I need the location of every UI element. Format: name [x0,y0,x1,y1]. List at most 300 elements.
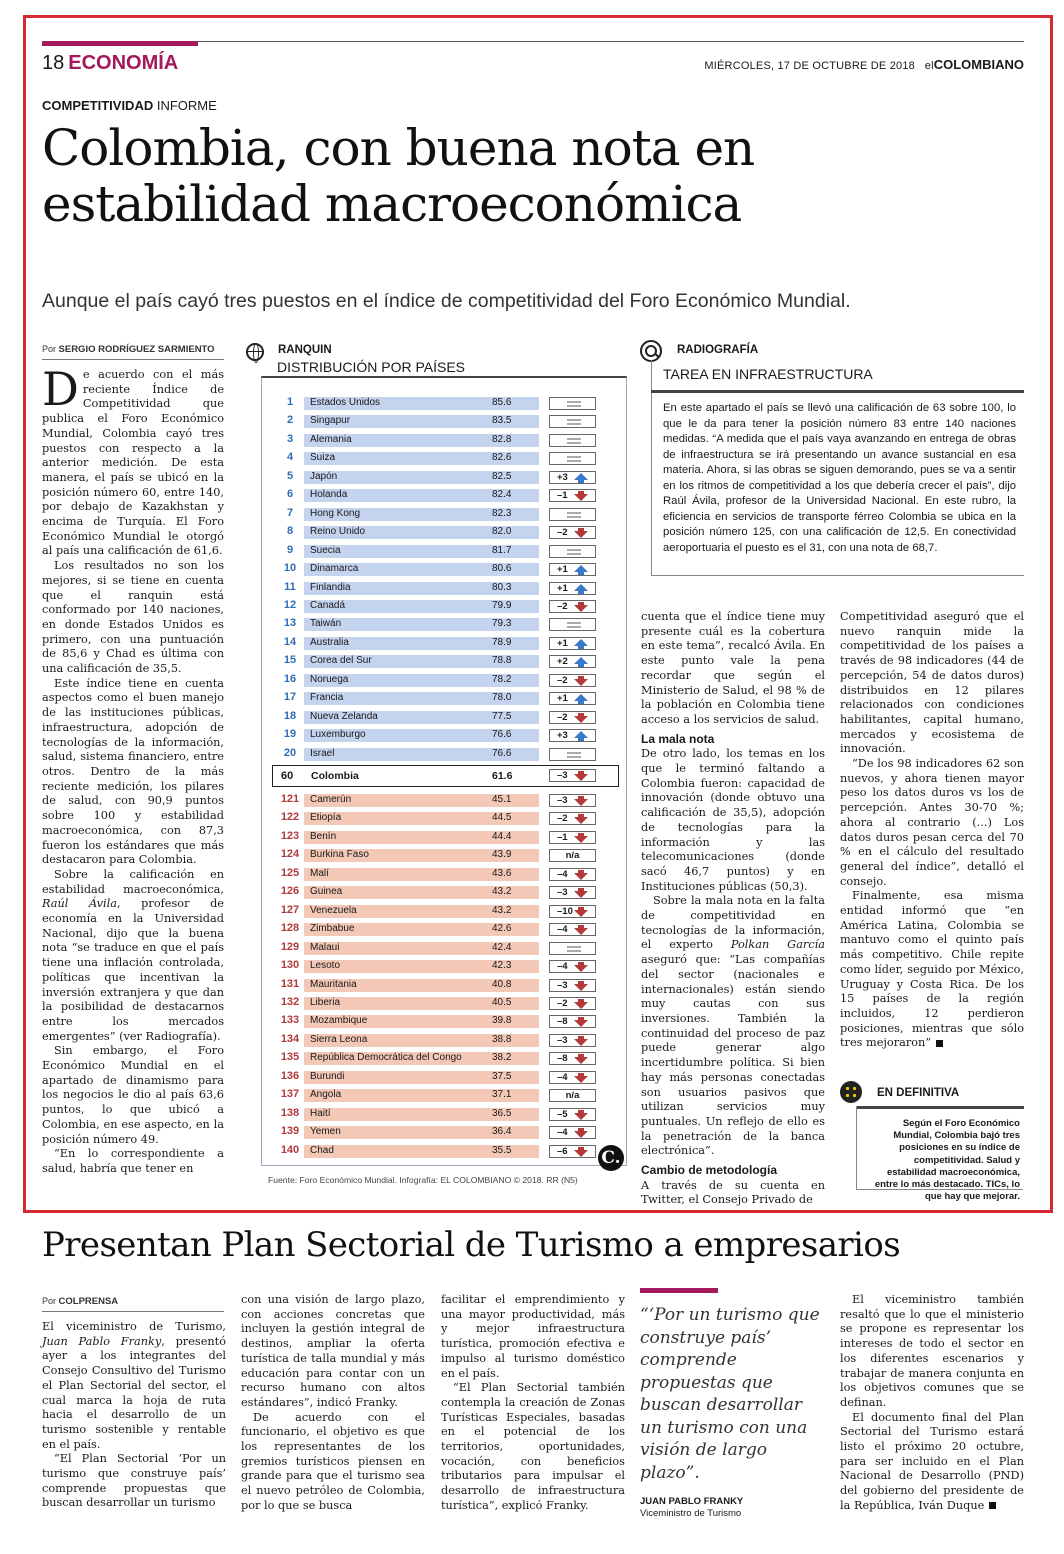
position-change [549,692,596,705]
ranking-row [280,747,610,762]
paragraph: “El Plan Sectorial ‘Por un turismo que construye país’ comprende propuestas que buscan desarrollar un turismo [42,1452,226,1510]
country-name: Venezuela [310,904,357,916]
position-change [549,849,596,862]
score: 82.3 [492,507,512,519]
change-value: –2 [557,600,568,612]
position-change [549,489,596,502]
arrow-down-icon [574,928,588,935]
score: 83.5 [492,415,512,427]
paragraph-text: aseguró que: “Las compañías del sector (nacionales e internacionales) están siendo muy cautas con sus inversiones. También la continuidad del proceso de paz puede generar algo incertidumbre política. Si bien hay más personas conectadas son usuarios pasivos que utilizan servicios muy puntuales. Un reflejo de ello es la penetración de la banca electrónica”. [641,953,825,1158]
magnifier-icon [640,340,662,362]
ranking-row [280,904,610,919]
ranking-row [280,1088,610,1103]
arrow-down-icon [574,836,588,843]
position-change [549,1034,596,1047]
quote-author: JUAN PABLO FRANKY [640,1496,744,1507]
paragraph: cuenta que el índice tiene muy presente cuál es la cobertura en este tema”, recalcó Ávila. En este punto vale la pena recordar que según el Ministerio de Salud, el 98 % de la población en Colombia tiene acceso a los servicios de salud. [641,610,825,726]
header-rule [198,41,1024,42]
position-change [549,868,596,881]
position-change [549,812,596,825]
arrow-down-icon [574,891,588,898]
country-name: Mozambique [310,1015,368,1027]
score: 76.6 [492,747,512,759]
country-name: Holanda [310,489,348,501]
paragraph-text: Sobre la mala nota en la falta de competitividad en tecnologías de la información, el experto [641,894,825,952]
ranking-row [280,710,610,725]
position-change [549,1052,596,1065]
rank-number: 138 [280,1106,300,1119]
paragraph: “De los 98 indicadores 62 son nuevos, y ahora tienen mayor peso los datos duros vs los de percepción. Antes 30-70 %; ahora al contrario (...) Los datos duros pesan cerca del 70 % en el cálculo del resultado general del índice”, detalló el consejo. [840,757,1024,888]
paragraph: A través de su cuenta en Twitter, el Consejo Privado de [641,1178,825,1207]
country-name: Yemen [310,1126,341,1138]
headline-2: Presentan Plan Sectorial de Turismo a empresarios [42,1225,901,1265]
country-name: Zimbabue [310,923,355,935]
ranking-row [280,1125,610,1140]
score: 39.8 [492,1015,512,1027]
ranking-row [280,1033,610,1048]
rank-number: 140 [280,1143,300,1156]
change-value: –4 [557,1071,568,1083]
score: 43.6 [492,867,512,879]
byline-rule [42,1311,224,1312]
score: 85.6 [492,397,512,408]
ranking-row [280,470,610,485]
arrow-down-icon [574,679,588,686]
ranking-row [280,581,610,596]
change-value: –2 [557,711,568,723]
rank-number: 5 [286,469,294,482]
pull-quote: “‘Por un turismo que construye país’ comprende propuestas que buscan desarrollar un turismo con una visión de largo plazo”. [640,1305,820,1483]
ranking-row [280,793,610,808]
country-name: Liberia [310,996,341,1008]
arrow-down-icon [574,1150,588,1157]
radiografia-label: RADIOGRAFÍA [677,344,759,356]
position-change [549,769,596,782]
ranking-row [280,941,610,956]
byline [42,344,215,355]
ranking-row [280,848,610,863]
change-value: +2 [557,656,568,668]
article2-column-1 [42,1320,226,1511]
change-value: –3 [557,795,568,806]
position-change [549,1145,596,1158]
country-name: Chad [310,1144,334,1156]
position-change [549,1071,596,1084]
arrow-up-icon [574,657,588,664]
rank-number: 60 [281,770,294,782]
score: 76.6 [492,729,512,741]
country-name: Estados Unidos [310,397,381,408]
paragraph: “En lo correspondiente a salud, habría que tener en [42,1147,224,1175]
arrow-down-icon [574,1039,588,1046]
ranking-row [280,617,610,632]
position-change [549,471,596,484]
paragraph: Competitividad aseguró que el nuevo ranquin mide la competitividad de los países a través de 98 indicadores (44 de percepción, 54 de datos duros) distribuidos en 12 pilares relacionados con condiciones habilitantes, capital humano, mercados y ecosistema de innovación. [840,610,1024,756]
score: 80.6 [492,563,512,575]
ranking-row [280,636,610,651]
position-change [549,563,596,576]
rank-number: 13 [283,617,297,630]
country-name: Taiwán [310,618,342,630]
position-change [549,1126,596,1139]
position-change [549,997,596,1010]
paragraph [840,889,1024,1051]
position-change [549,618,596,631]
paragraph: De acuerdo con el funcionario, el objetivo es que los representantes de los gremios turísticos piensen en grande para que el turismo sea el nuevo petróleo de Colombia, por lo que se busca [241,1410,425,1512]
ranking-row [280,811,610,826]
paragraph: Este índice tiene en cuenta aspectos como el buen manejo de las instituciones públicas, infraestructura, adopción de tecnologías de la información, salud, sistema financiero, entre otros. Dentro de la más reciente medición, los pilares de salud, con 90,9 puntos sobre 100 y estabilidad macroeconómica, con 87,3 fueron los estándares que más destacaron para Colombia. [42,676,224,867]
ranking-row [280,562,610,577]
radiografia-rule [651,390,1024,393]
arrow-down-icon [574,1131,588,1138]
score: 40.5 [492,996,512,1008]
arrow-up-icon [574,639,588,646]
position-change [549,1108,596,1121]
rank-number: 132 [280,995,300,1008]
byline-2 [42,1296,118,1307]
country-name: Haití [310,1107,331,1119]
page-header [42,52,178,75]
country-name: Camerún [310,794,352,805]
position-change [549,1015,596,1028]
change-value: –1 [557,490,568,502]
arrow-up-icon [574,584,588,591]
kicker-type: INFORME [153,98,217,113]
paragraph-text: El viceministro de Turismo, [42,1320,226,1333]
ranking-label: RANQUIN [278,344,332,356]
drop-cap: D [42,362,79,416]
rank-number: 15 [283,654,297,667]
rank-number: 128 [280,922,300,935]
author-name: COLPRENSA [58,1296,119,1307]
country-name: Suiza [310,452,336,464]
ranking-row [280,885,610,900]
rank-number: 18 [283,709,297,722]
country-name: Nueva Zelanda [310,710,378,722]
end-mark [989,1502,996,1509]
brand-prefix: el [924,60,934,72]
position-change [549,1089,596,1102]
rank-number: 19 [283,728,297,741]
score: 36.4 [492,1126,512,1138]
rank-number: 123 [280,829,300,842]
score: 45.1 [492,794,512,805]
paragraph-text: , profesor de economía en la Universidad Nacional, dijo que la buena nota “se traduce en que el país tiene una inflación controlada, políticas que incentivan la inversión extranjera y que dan la posibilidad de destacarnos entre los mercados emergentes” (ver Radiografía). [42,897,224,1043]
article2-column-3 [441,1293,625,1514]
score: 43.2 [492,904,512,916]
score: 43.2 [492,886,512,898]
position-change [549,434,596,447]
country-name: Sierra Leona [310,1033,368,1045]
change-value: –8 [557,1053,568,1065]
country-name: Corea del Sur [310,655,372,667]
rank-number: 6 [286,488,294,501]
rank-number: 3 [286,432,294,445]
paragraph [840,1411,1024,1514]
headline-line-1: Colombia, con buena nota en [42,119,755,177]
score: 38.2 [492,1052,512,1064]
ranking-row [280,978,610,993]
change-value: –2 [557,527,568,539]
change-value: n/a [565,850,580,862]
rank-number: 4 [286,451,294,464]
paragraph-text: , presentó ayer a los integrantes del Consejo Consultivo del Turismo el Plan Sectorial del sector, el cual marca la hoja de ruta hacia el desarrollo de un turismo sostenible y rentable en el país. [42,1334,226,1451]
score: 38.8 [492,1033,512,1045]
ranking-row [280,922,610,937]
score: 43.9 [492,849,512,861]
country-name: Noruega [310,673,349,685]
position-change [549,923,596,936]
ranking-row [280,433,610,448]
country-name: Etiopía [310,812,342,824]
position-change [549,545,596,558]
change-value: –3 [557,770,568,781]
country-name: Guinea [310,886,343,898]
change-value: –4 [557,961,568,973]
change-value: –1 [557,831,568,843]
position-change [549,886,596,899]
country-name: Canadá [310,599,346,611]
arrow-down-icon [574,716,588,723]
ranking-row [280,544,610,559]
quoted-source-name: Juan Pablo Franky [42,1334,162,1348]
country-name: Finlandia [310,581,351,593]
radiografia-text: En este apartado el país se llevó una calificación de 63 sobre 100, lo que le da para tener la posición número 83 entre 140 naciones medidas. “A medida que el país vaya avanzando en entrega de obras de infraestructura se irá presentando un avance sustancial en esa materia. Ahora, si las obras se siguen demorando, pues se va a sentir en los ritmos de competitividad a los que debería crecer el país”, dijo Raúl Ávila, profesor de la Universidad Nacional. En este rubro, la eficiencia en servicios de transporte férreo Colombia se ubica en la posición número 125, con una calificación de 12,5. En conectividad aeroportuaria el puesto es el 31, con una nota de 68,7. [663,402,1016,554]
ranking-row-colombia [272,765,619,787]
headline-line-2: estabilidad macroeconómica [42,175,742,233]
position-change [549,582,596,595]
rank-number: 8 [286,525,294,538]
ranking-row [280,673,610,688]
country-name: Lesoto [310,960,341,972]
paragraph: Los resultados no son los mejores, si se tiene en cuenta que el ranquin está conformado por 140 naciones, en donde Estados Unidos es primero, con una puntuación de 85,6 y Chad es última con una calificación de 35,5. [42,559,224,676]
change-value: +3 [557,730,568,742]
ranking-row [280,396,610,411]
author-name: SERGIO RODRÍGUEZ SARMIENTO [58,344,215,355]
end-mark [936,1040,943,1047]
position-change [549,397,596,410]
page-number: 18 [42,52,65,74]
country-name: Malí [310,867,329,879]
section-name: ECONOMÍA [68,52,179,74]
position-change [549,655,596,668]
change-value: +3 [557,471,568,483]
country-name: Reino Unido [310,526,366,538]
score: 78.9 [492,636,512,648]
change-value: –4 [557,1127,568,1139]
position-change [549,674,596,687]
score: 82.4 [492,489,512,501]
ranking-row [280,1144,610,1159]
country-name: Colombia [311,770,359,782]
change-value: –3 [557,1034,568,1046]
arrow-down-icon [574,774,588,781]
rank-number: 127 [280,903,300,916]
ranking-row [280,1070,610,1085]
paragraph-text: Sobre la calificación en estabilidad macroeconómica, [42,867,224,896]
arrow-up-icon [574,731,588,738]
article-column-4 [840,610,1024,1051]
article2-column-5 [840,1293,1024,1514]
rank-number: 139 [280,1125,300,1138]
ranking-row [280,867,610,882]
country-name: República Democrática del Congo [310,1052,462,1064]
byline-rule [42,359,224,360]
position-change [549,905,596,918]
byline-prefix: Por [42,1296,59,1306]
score: 78.2 [492,673,512,685]
rank-number: 2 [286,414,294,427]
score: 82.5 [492,470,512,482]
issue-date: MIÉRCOLES, 17 DE OCTUBRE DE 2018 [704,60,915,72]
score: 80.3 [492,581,512,593]
ranking-row [280,599,610,614]
ranking-row [280,488,610,503]
country-name: Suecia [310,544,341,556]
ranking-row [280,1014,610,1029]
score: 78.0 [492,692,512,704]
en-definitiva-text: Según el Foro Económico Mundial, Colombia bajó tres posiciones en su índice de competitividad. Salud y estabilidad macroeconómica, entre lo más destacado. TICs, lo que hay que mejorar. [874,1118,1020,1203]
paragraph: Sin embargo, el Foro Económico Mundial en el apartado de dinamismo para los negocios le dio al país 63,6 puntos, lo que ubicó a Colombia, en ese aspecto, en la posición número 49. [42,1044,224,1146]
position-change [549,600,596,613]
change-value: +1 [557,582,568,594]
rank-number: 7 [286,506,294,519]
ranking-row [280,1051,610,1066]
rank-number: 20 [283,746,297,759]
arrow-down-icon [574,494,588,501]
arrow-up-icon [574,694,588,701]
arrow-down-icon [574,1113,588,1120]
position-change [549,794,596,807]
score: 44.5 [492,812,512,824]
rank-number: 17 [283,691,297,704]
subheadline: Aunque el país cayó tres puestos en el índice de competitividad del Foro Económico Mundial. [42,290,851,312]
rank-number: 16 [283,672,297,685]
country-name: Benín [310,830,337,842]
country-name: Singapur [310,415,351,427]
country-name: Malaui [310,941,340,953]
rank-number: 129 [280,940,300,953]
article-column-1 [42,362,224,1177]
arrow-down-icon [574,531,588,538]
ranking-row [280,728,610,743]
change-value: –4 [557,924,568,936]
rank-number: 122 [280,811,300,824]
arrow-down-icon [574,1076,588,1083]
paragraph: facilitar el emprendimiento y una mayor productividad, más y mejor infraestructura turística, promoción efectiva e impulso al turismo doméstico en el país. [441,1293,625,1380]
headline [42,120,1002,232]
change-value: +1 [557,564,568,576]
score: 82.6 [492,452,512,464]
article-column-3 [641,610,825,1208]
position-change [549,711,596,724]
position-change [549,526,596,539]
score: 42.4 [492,941,512,953]
country-name: Mauritania [310,978,357,990]
score: 42.6 [492,923,512,935]
arrow-down-icon [574,817,588,824]
change-value: –5 [557,1108,568,1120]
paragraph [42,868,224,1044]
paragraph: De otro lado, los temas en los que le terminó faltando a Colombia fueron: capacidad de innovación (donde obtuvo una calificación de 35,5), adopción de tecnologías para la información y las telecomunicaciones (donde sacó 46,7 puntos) y en Instituciones públicas (50,3). [641,747,825,893]
position-change [549,637,596,650]
country-name: Australia [310,636,349,648]
change-value: –2 [557,674,568,686]
change-value: –4 [557,868,568,880]
score: 79.9 [492,599,512,611]
rank-number: 134 [280,1032,300,1045]
rank-number: 130 [280,959,300,972]
arrow-down-icon [574,1020,588,1027]
rank-number: 121 [280,793,300,805]
ranking-row [280,996,610,1011]
rank-number: 124 [280,848,300,861]
quoted-source-name: Polkan García [730,938,826,952]
rank-number: 137 [280,1088,300,1101]
kicker-topic: COMPETITIVIDAD [42,98,154,113]
score: 40.8 [492,978,512,990]
radiografia-subtitle: TAREA EN INFRAESTRUCTURA [663,366,873,382]
country-name: Japón [310,470,338,482]
score: 77.5 [492,710,512,722]
ranking-row [280,1107,610,1122]
position-change [549,979,596,992]
score: 78.8 [492,655,512,667]
change-value: –2 [557,997,568,1009]
ranking-row [280,830,610,845]
arrow-up-icon [574,565,588,572]
quote-author-role: Viceministro de Turismo [640,1508,742,1519]
rank-number: 1 [286,396,294,408]
position-change [549,415,596,428]
country-name: Dinamarca [310,563,359,575]
rank-number: 14 [283,635,297,648]
score: 37.5 [492,1070,512,1082]
score: 81.7 [492,544,512,556]
ranking-row [280,525,610,540]
country-name: Luxemburgo [310,729,366,741]
score: 61.6 [492,770,513,782]
country-name: Alemania [310,433,352,445]
ranking-row [280,414,610,429]
ranking-row [280,451,610,466]
el-colombiano-logo: C. [598,1145,624,1171]
paragraph-text: e acuerdo con el más reciente Índice de Competitividad que publica el Foro Económico Mundial, Colombia cayó tres puestos con respecto a la anterior medición. De esta manera, el país se ubicó en la posición número 60, entre 140, por debajo de Kazakhstan y encima de Turquía. El Foro Económico Mundial le otorgó al país una calificación de 61,6. [42,368,224,558]
country-name: Burundi [310,1070,345,1082]
change-value: –3 [557,887,568,899]
position-change [549,452,596,465]
arrow-down-icon [574,1057,588,1064]
score: 35.5 [492,1144,512,1156]
section-heading: La mala nota [641,731,715,746]
arrow-down-icon [574,965,588,972]
kicker [42,98,217,113]
ranking-row [280,507,610,522]
country-name: Angola [310,1089,342,1101]
change-value: –3 [557,979,568,991]
rank-number: 11 [284,580,296,593]
change-value: n/a [565,1090,580,1102]
rank-number: 9 [286,543,294,556]
arrow-down-icon [574,799,588,806]
section-accent-bar [42,41,198,46]
country-name: Israel [310,747,335,759]
ranking-row [280,654,610,669]
rank-number: 125 [280,866,300,879]
rank-number: 131 [280,977,300,990]
country-name: Burkina Faso [310,849,369,861]
ranking-subtitle: DISTRIBUCIÓN POR PAÍSES [277,359,465,375]
